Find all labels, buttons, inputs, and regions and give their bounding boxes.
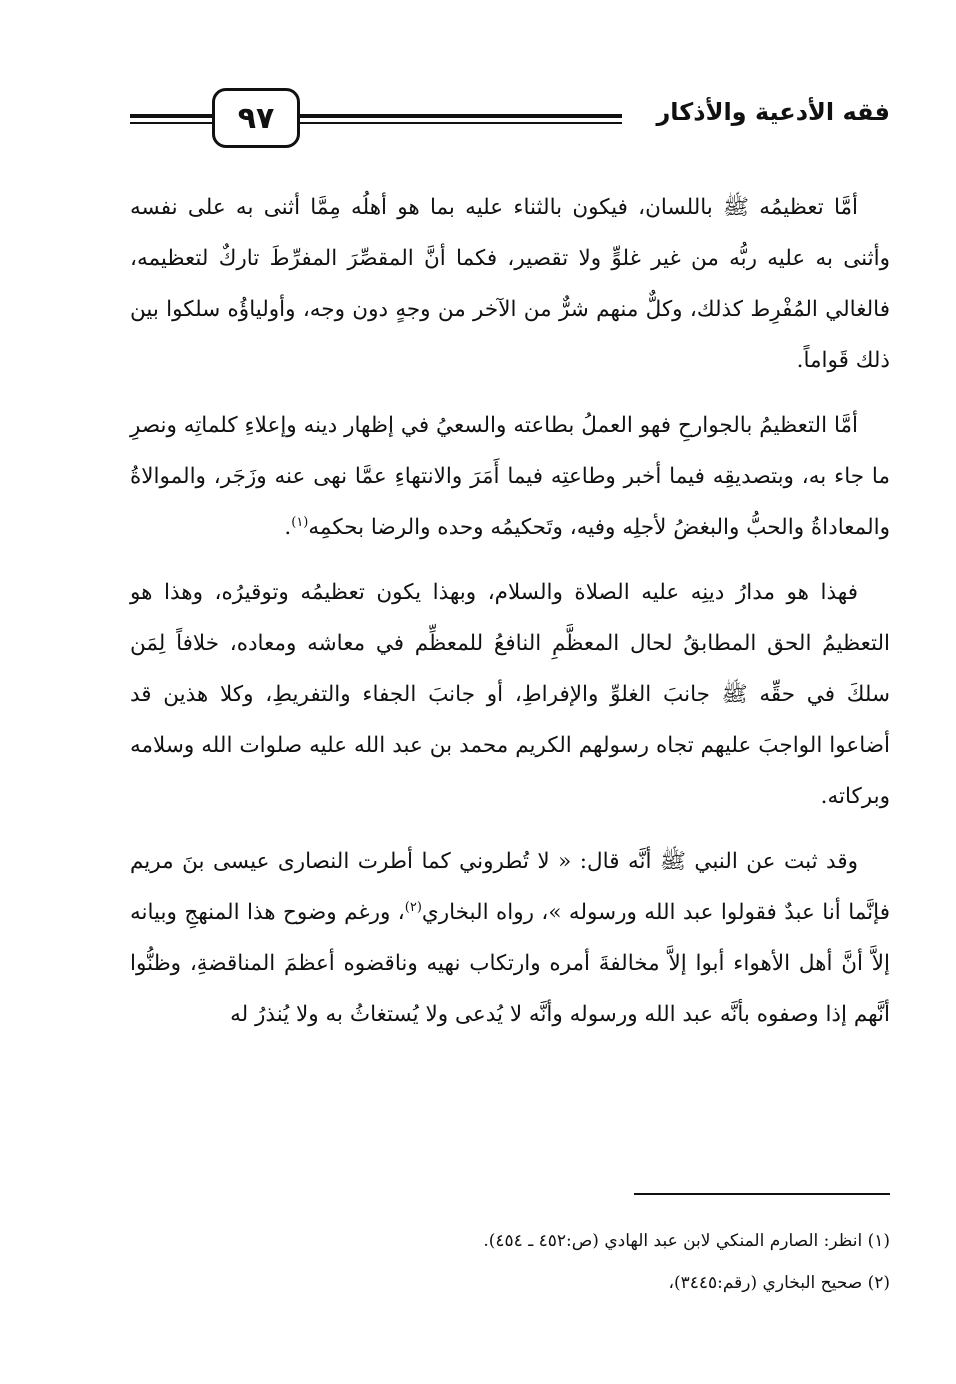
footnote-marker: (١)	[291, 514, 309, 530]
footnote: (١) انظر: الصارم المنكي لابن عبد الهادي (ص:٤٥٢ ـ ٤٥٤).	[483, 1231, 890, 1251]
footnotes	[130, 1220, 890, 1304]
paragraph: أمَّا تعظيمُه ﷺ باللسان، فيكون بالثناء عليه بما هو أهلُه مِمَّا أثنى به على نفسه وأثنى به عليه ربُّه من غير غلوٍّ ولا تقصير، فكما أنَّ المقصِّرَ المفرِّطَ تاركٌ لتعظيمه، فالغالي المُفْرِط كذلك، وكلٌّ منهم شرٌّ من الآخر من وجهٍ دون وجه، وأولياؤُه سلكوا بين ذلك قَواماً.	[130, 195, 890, 373]
paragraph-end: .	[284, 515, 292, 540]
page-number: ٩٧	[212, 88, 300, 148]
paragraph: فهذا هو مدارُ دينِه عليه الصلاة والسلام، وبهذا يكون تعظيمُه وتوقيرُه، وهذا هو التعظيمُ الحق المطابقُ لحال المعظَّمِ النافعُ للمعظِّم في معاشه ومعاده، خلافاً لِمَن سلكَ في حقِّه ﷺ جانبَ الغلوِّ والإفراطِ، أو جانبَ الجفاء والتفريطِ، وكلا هذين قد أضاعوا الواجبَ عليهم تجاه رسولهم الكريم محمد بن عبد الله عليه صلوات الله وسلامه وبركاته.	[130, 580, 890, 809]
footnote-divider	[634, 1193, 890, 1195]
paragraph-text: ، ورغم وضوح هذا المنهجِ وبيانه إلاَّ أنَّ أهل الأهواء أبوا إلاَّ مخالفةَ أمره وارتكاب نهيه وناقضوه أعظمَ المناقضةِ، وظنُّوا أنَّهم إذا وصفوه بأنَّه عبد الله ورسوله وأنَّه لا يُدعى ولا يُستغاثُ به ولا يُنذرُ له	[130, 900, 890, 1027]
page-header	[130, 88, 890, 158]
paragraph	[130, 836, 890, 1040]
paragraph-text: أمَّا التعظيمُ بالجوارحِ فهو العملُ بطاعته والسعيُ في إظهار دينه وإعلاءِ كلماتِه ونصرِ ما جاء به، وبتصديقِه فيما أخبر وطاعتِه فيما أَمَرَ والانتهاءِ عمَّا نهى عنه وزَجَر، والموالاةُ والمعاداةُ والحبُّ والبغضُ لأجلِه وفيه، وتَحكيمُه وحده والرضا بحكمِه	[130, 413, 890, 540]
header-rule-left	[130, 114, 212, 124]
footnote-marker: (٢)	[404, 899, 422, 915]
header-rule-right	[300, 114, 622, 124]
paragraph-text: وقد ثبت عن النبي ﷺ أنَّه قال: « لا تُطروني كما أطرت النصارى عيسى بنَ مريم فإنَّما أنا عبدٌ فقولوا عبد الله ورسوله »، رواه البخاري	[130, 849, 890, 925]
paragraph	[130, 400, 890, 553]
footnote: (٢) صحيح البخاري (رقم:٣٤٤٥)،	[668, 1273, 890, 1293]
running-title: فقه الأدعية والأذكار	[656, 98, 890, 126]
main-text	[130, 182, 890, 1054]
